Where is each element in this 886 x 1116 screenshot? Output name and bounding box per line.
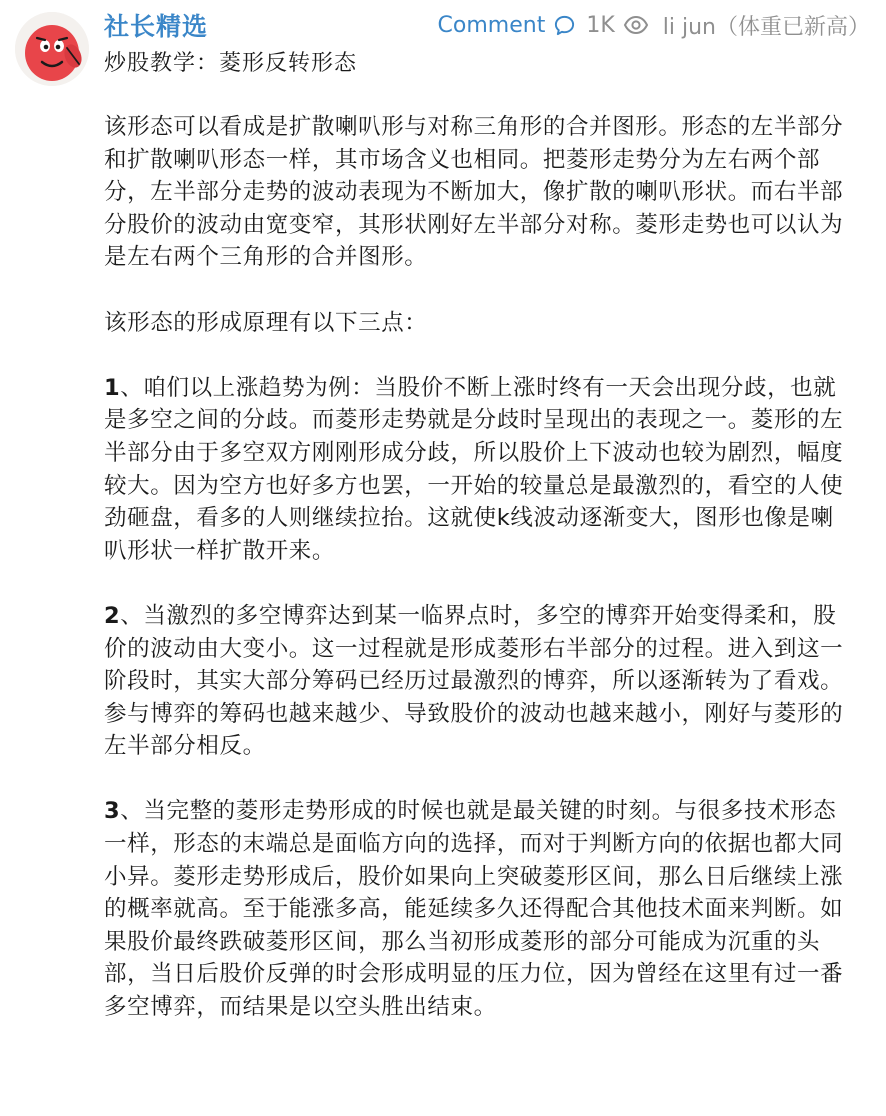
eye-icon [623, 14, 649, 36]
view-count: 1K [586, 12, 615, 38]
post-meta [438, 10, 870, 41]
author-name[interactable]: 社长精选 [104, 12, 209, 41]
avatar[interactable] [15, 12, 89, 86]
point-number: 1 [104, 374, 121, 401]
paragraph-point-3 [104, 795, 854, 1023]
comment-bubble-icon[interactable] [553, 14, 576, 37]
comment-link[interactable]: Comment [437, 12, 546, 38]
paragraph-principles: 该形态的形成原理有以下三点： [104, 309, 428, 336]
point-text: 、当激烈的多空博弈达到某一临界点时，多空的博弈开始变得柔和，股价的波动由大变小。这一过程就是形成菱形右半部分的过程。进入到这一阶段时，其实大部分筹码已经历过最激烈的博弈，所以逐渐转为了看戏。参与博弈的筹码也越来越少、导致股价的波动也越来越小，刚好与菱形的左半部分相反。 [104, 602, 844, 760]
point-text: 、当完整的菱形走势形成的时候也就是最关键的时刻。与很多技术形态一样，形态的末端总是面临方向的选择，而对于判断方向的依据也都大同小异。菱形走势形成后，股价如果向上突破菱形区间，那么日后继续上涨的概率就高。至于能涨多高，能延续多久还得配合其他技术面来判断。如果股价最终跌破菱形区间，那么当初形成菱形的部分可能成为沉重的头部，当日后股价反弹的时会形成明显的压力位，因为曾经在这里有过一番多空博弈，而结果是以空头胜出结束。 [104, 798, 844, 1021]
paragraph-intro: 该形态可以看成是扩散喇叭形与对称三角形的合并图形。形态的左半部分和扩散喇叭形态一样，其市场含义也相同。把菱形走势分为左右两个部分，左半部分走势的波动表现为不断加大，像扩散的喇叭形状。而右半部分股价的波动由宽变窄，其形状刚好左半部分对称。菱形走势也可以认为是左右两个三角形的合并图形。 [104, 114, 844, 271]
post-title: 炒股教学：菱形反转形态 [104, 51, 358, 76]
paragraph-point-2 [104, 600, 854, 763]
point-number: 2 [104, 602, 121, 629]
point-number: 3 [104, 798, 121, 825]
point-text: 、咱们以上涨趋势为例：当股价不断上涨时终有一天会出现分歧，也就是多空之间的分歧。而菱形走势就是分歧时呈现出的表现之一。菱形的左半部分由于多空双方刚刚形成分歧，所以股价上下波动也较为剧烈，幅度较大。因为空方也好多方也罢，一开始的较量总是最激烈的，看空的人使劲砸盘，看多的人则继续拉抬。这就使k线波动逐渐变大，图形也像是喇叭形状一样扩散开来。 [104, 374, 844, 564]
paragraph-point-1 [104, 372, 854, 568]
user-note: li jun（体重已新高） [662, 14, 870, 40]
post-header [104, 6, 870, 44]
post-content [104, 111, 854, 1056]
avatar-illustration [15, 12, 89, 86]
